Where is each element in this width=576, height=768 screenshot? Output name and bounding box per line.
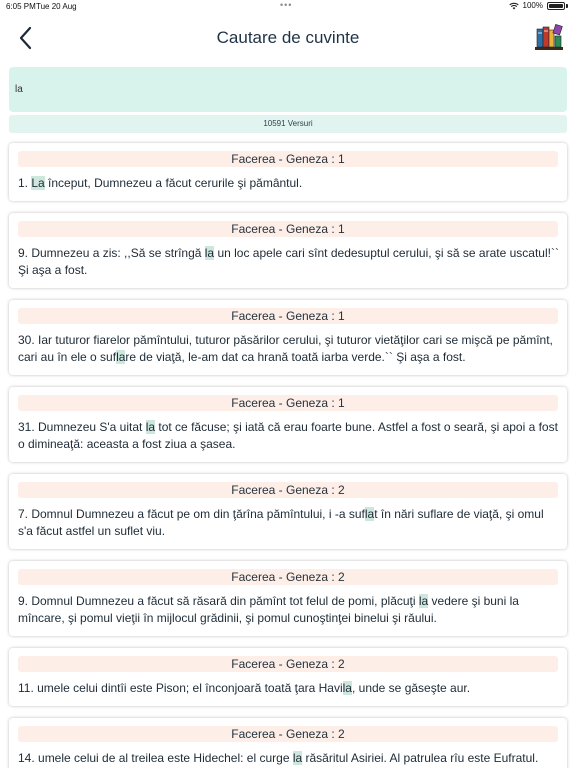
result-verse-text <box>18 680 559 697</box>
verse-count: 10591 Versuri <box>9 115 567 133</box>
verse-segment: 14. umele celui de al treilea este Hidechel: el curge <box>18 751 293 765</box>
result-verse-text <box>18 419 559 453</box>
result-book-reference: Facerea - Geneza : 1 <box>18 308 558 324</box>
result-card[interactable] <box>9 561 567 636</box>
result-book-reference: Facerea - Geneza : 2 <box>18 569 558 585</box>
search-match-highlight: La <box>31 176 45 190</box>
verse-segment: vedere şi buni la mîncare, şi pomul vieţii în mijlocul grădinii, şi pomul cunoştinţei binelui şi răului. <box>18 594 519 625</box>
search-box[interactable] <box>9 67 567 112</box>
verse-segment: 9. Dumnezeu a zis: ,,Să se strîngă <box>18 246 205 260</box>
verse-segment: re de viaţă, le-am dat ca hrană toată iarba verde.`` Şi aşa a fost. <box>125 350 466 364</box>
verse-segment: tot ce făcuse; şi iată că erau foarte bune. Astfel a fost o seară, şi apoi a fost o dimineaţă: aceasta a fost ziua a şasea. <box>18 420 558 451</box>
result-verse-text <box>18 245 559 279</box>
search-match-highlight: la <box>204 246 215 260</box>
result-book-reference: Facerea - Geneza : 2 <box>18 726 558 742</box>
result-book-reference: Facerea - Geneza : 2 <box>18 656 558 672</box>
search-match-highlight: la <box>145 420 156 434</box>
verse-segment: răsăritul Asiriei. Al patrulea rîu este Eufratul. <box>302 751 539 765</box>
result-book-reference: Facerea - Geneza : 1 <box>18 395 558 411</box>
books-icon[interactable] <box>534 22 564 52</box>
search-match-highlight: la <box>364 507 375 521</box>
status-indicators <box>509 1 568 10</box>
search-match-highlight: la <box>342 681 352 695</box>
result-verse-text <box>18 506 559 540</box>
result-book-reference: Facerea - Geneza : 1 <box>18 151 558 167</box>
page-title: Cautare de cuvinte <box>216 28 360 47</box>
result-card[interactable] <box>9 213 567 288</box>
battery-icon <box>547 2 565 10</box>
battery-tip <box>566 4 568 8</box>
verse-segment: 30. Iar tuturor fiarelor pămîntului, tuturor păsărilor cerului, şi tuturor vietăţilor cari se mişcă pe pămînt, cari au în ele o suf <box>18 333 553 364</box>
verse-segment: 9. Domnul Dumnezeu a făcut să răsară din pămînt tot felul de pomi, plăcuţi <box>18 594 419 608</box>
result-card[interactable] <box>9 474 567 549</box>
result-verse-text <box>18 750 559 767</box>
search-input[interactable] <box>9 67 567 112</box>
verse-segment: 1. <box>18 176 32 190</box>
result-verse-text <box>18 593 559 627</box>
result-card[interactable] <box>9 387 567 462</box>
search-match-highlight: la <box>116 350 126 364</box>
result-book-reference: Facerea - Geneza : 1 <box>18 221 558 237</box>
verse-segment: 31. Dumnezeu S'a uitat <box>18 420 146 434</box>
verse-segment: , unde se găseşte aur. <box>351 681 471 695</box>
result-card[interactable] <box>9 300 567 375</box>
status-date: Tue 20 Aug <box>36 2 77 11</box>
result-card[interactable] <box>9 143 567 201</box>
verse-segment: început, Dumnezeu a făcut cerurile şi pământul. <box>44 176 303 190</box>
search-match-highlight: la <box>292 751 303 765</box>
result-card[interactable] <box>9 648 567 706</box>
verse-segment: 7. Domnul Dumnezeu a făcut pe om din ţărîna pămîntului, i -a suf <box>18 507 365 521</box>
search-match-highlight: la <box>418 594 429 608</box>
status-bar <box>0 0 576 14</box>
status-time: 6:05 PM <box>6 2 36 11</box>
result-verse-text <box>18 175 559 192</box>
multitasking-dots-icon[interactable]: ••• <box>280 0 293 10</box>
wifi-icon <box>509 2 519 10</box>
verse-segment: 11. umele celui dintîi este Pison; el înconjoară toată ţara Havi <box>18 681 343 695</box>
verse-segment: t în nări suflare de viaţă, şi omul s'a făcut astfel un suflet viu. <box>18 507 544 538</box>
result-verse-text <box>18 332 559 366</box>
verse-segment: un loc apele cari sînt dedesuptul cerului, şi să se arate uscatul!`` Şi aşa a fost. <box>18 246 559 277</box>
result-book-reference: Facerea - Geneza : 2 <box>18 482 558 498</box>
battery-percent: 100% <box>522 1 543 10</box>
navigation-bar <box>0 16 576 60</box>
result-card[interactable] <box>9 718 567 768</box>
